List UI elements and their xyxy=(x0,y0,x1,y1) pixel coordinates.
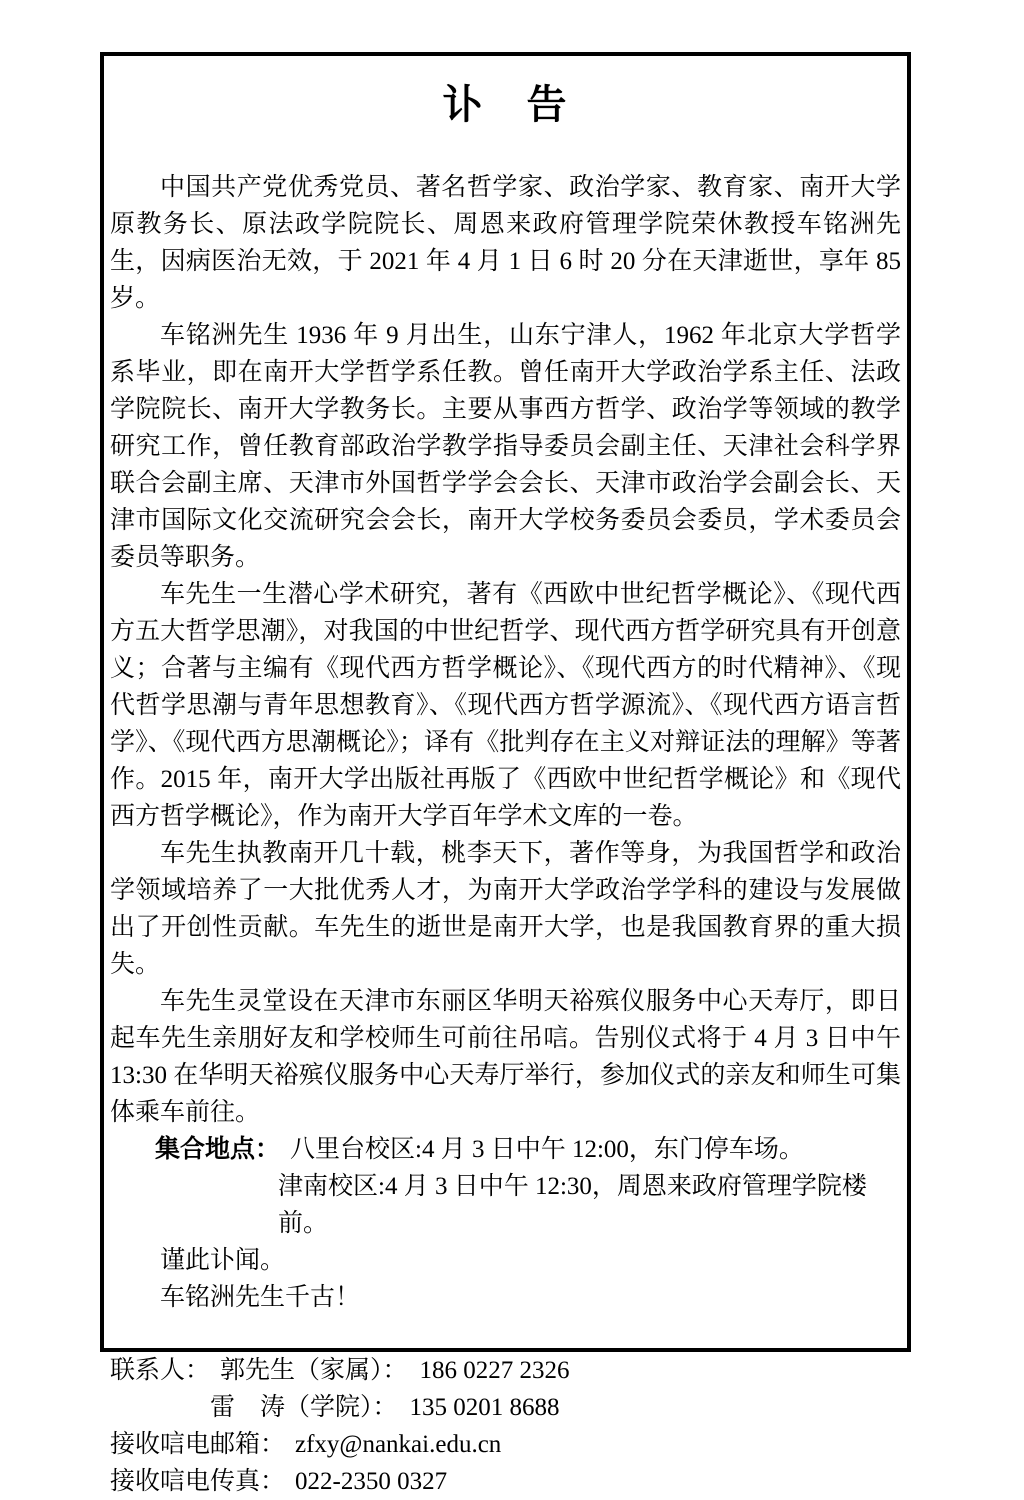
assembly-point-balitai-detail: 八里台校区:4 月 3 日中午 12:00，东门停车场。 xyxy=(290,1136,804,1163)
paragraph-death-announcement: 中国共产党优秀党员、著名哲学家、政治学家、教育家、南开大学原教务长、原法政学院院长、周恩来政府管理学院荣休教授车铭洲先生，因病医治无效，于 2021 年 4 月 1 日 6 时 20 分在天津逝世，享年 85 岁。 xyxy=(110,174,901,312)
contact-line-college xyxy=(210,1389,901,1426)
contact-family-name: 郭先生（家属）： xyxy=(220,1357,408,1384)
contact-line-family xyxy=(110,1352,901,1389)
contact-line-fax xyxy=(110,1463,901,1500)
obituary-frame xyxy=(100,52,911,1495)
assembly-point-line-jinnan: 津南校区:4 月 3 日中午 12:30，周恩来政府管理学院楼前。 xyxy=(278,1173,867,1237)
paragraph-legacy: 车先生执教南开几十载，桃李天下，著作等身，为我国哲学和政治学领域培养了一大批优秀人才，为南开大学政治学学科的建设与发展做出了开创性贡献。车先生的逝世是南开大学，也是我国教育界的重大损失。 xyxy=(110,840,901,978)
paragraph-memorial-arrangements: 车先生灵堂设在天津市东丽区华明天裕殡仪服务中心天寿厅，即日起车先生亲朋好友和学校师生可前往吊唁。告别仪式将于 4 月 3 日中午 13:30 在华明天裕殡仪服务中心天寿厅举行，参加仪式的亲友和师生可集体乘车前往。 xyxy=(110,988,901,1126)
condolence-fax-value: 022-2350 0327 xyxy=(295,1468,448,1495)
condolence-email-value: zfxy@nankai.edu.cn xyxy=(295,1431,502,1458)
assembly-point-line-balitai xyxy=(155,1131,901,1168)
paragraph-biography: 车铭洲先生 1936 年 9 月出生，山东宁津人，1962 年北京大学哲学系毕业，即在南开大学哲学系任教。曾任南开大学政治学系主任、法政学院院长、南开大学教务长。主要从事西方哲学、政治学等领域的教学研究工作，曾任教育部政治学教学指导委员会副主任、天津社会科学界联合会副主席、天津市外国哲学学会会长、天津市政治学会副会长、天津市国际文化交流研究会会长，南开大学校务委员会委员，学术委员会委员等职务。 xyxy=(110,322,901,571)
closing-respect-line: 谨此讣闻。 xyxy=(160,1247,286,1274)
contact-college-phone: 135 0201 8688 xyxy=(409,1394,560,1421)
page-title: 讣 告 xyxy=(442,82,569,128)
contact-persons-label: 联系人： xyxy=(110,1357,211,1384)
condolence-fax-label: 接收唁电传真： xyxy=(110,1468,286,1495)
contact-block xyxy=(110,1352,901,1500)
closing-tribute-line: 车铭洲先生千古！ xyxy=(160,1284,361,1311)
paragraph-academic-works: 车先生一生潜心学术研究，著有《西欧中世纪哲学概论》、《现代西方五大哲学思潮》，对我国的中世纪哲学、现代西方哲学研究具有开创意义；合著与主编有《现代西方哲学概论》、《现代西方的时代精神》、《现代哲学思潮与青年思想教育》、《现代西方哲学源流》、《现代西方语言哲学》、《现代西方思潮概论》；译有《批判存在主义对辩证法的理解》等著作。2015 年，南开大学出版社再版了《西欧中世纪哲学概论》和《现代西方哲学概论》，作为南开大学百年学术文库的一卷。 xyxy=(110,581,901,830)
contact-line-email xyxy=(110,1426,901,1463)
assembly-point-label: 集合地点： xyxy=(155,1136,281,1163)
contact-family-phone: 186 0227 2326 xyxy=(419,1357,570,1384)
contact-college-name: 雷 涛（学院）： xyxy=(210,1394,398,1421)
condolence-email-label: 接收唁电邮箱： xyxy=(110,1431,286,1458)
